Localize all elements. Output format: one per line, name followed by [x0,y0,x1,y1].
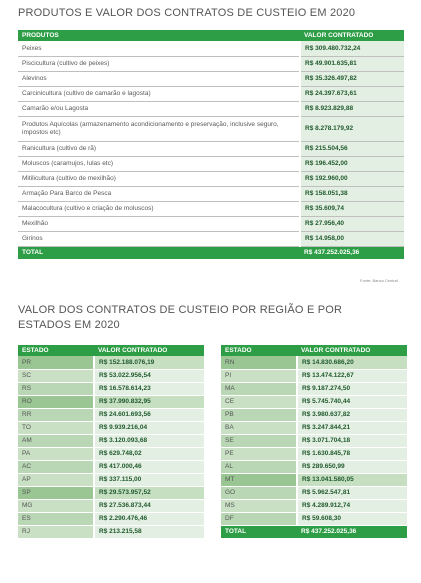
state-code: MG [18,499,94,512]
table-row [18,369,204,382]
header-value: VALOR CONTRATADO [300,30,404,41]
states-right-header [221,345,407,356]
state-value: R$ 27.536.873,44 [94,499,204,512]
table-row [18,71,404,86]
table-row [221,369,407,382]
state-value: R$ 14.830.686,20 [297,356,407,369]
state-value: R$ 152.188.076,19 [94,356,204,369]
state-code: SP [18,486,94,499]
state-value: R$ 213.215,58 [94,525,204,538]
table-row [18,156,404,171]
table-row [18,186,404,201]
state-code: SE [221,434,297,447]
table-row [18,201,404,216]
table-row [18,56,404,71]
state-value: R$ 629.748,02 [94,447,204,460]
table-row [221,512,407,525]
state-code: MT [221,473,297,486]
product-value: R$ 35.609,74 [300,201,404,216]
states-left-header [18,345,204,356]
header-state: ESTADO [221,345,297,356]
state-value: R$ 3.247.844,21 [297,421,407,434]
table-row [18,525,204,538]
state-code: PE [221,447,297,460]
state-value: R$ 29.573.957,52 [94,486,204,499]
state-value: R$ 1.630.845,78 [297,447,407,460]
table-row [18,473,204,486]
state-value: R$ 5.962.547,81 [297,486,407,499]
header-products: PRODUTOS [18,30,300,41]
state-code: RR [18,408,94,421]
product-value: R$ 196.452,00 [300,156,404,171]
state-value: R$ 37.990.832,95 [94,395,204,408]
state-value: R$ 24.601.693,56 [94,408,204,421]
table-row [221,460,407,473]
product-value: R$ 14.958,00 [300,231,404,246]
table-row [221,473,407,486]
total-label: TOTAL [18,246,300,259]
header-value: VALOR CONTRATADO [94,345,204,356]
product-value: R$ 27.956,40 [300,216,404,231]
state-value: R$ 337.115,00 [94,473,204,486]
product-name: Carcinicultura (cultivo de camarão e lagosta) [18,86,300,101]
product-name: Piscicultura (cultivo de peixes) [18,56,300,71]
table-row [18,141,404,156]
state-code: AP [18,473,94,486]
table-row [221,395,407,408]
state-value: R$ 4.289.912,74 [297,499,407,512]
product-value: R$ 192.960,00 [300,171,404,186]
table-row [18,486,204,499]
product-value: R$ 24.397.673,61 [300,86,404,101]
state-code: PI [221,369,297,382]
table-row [18,86,404,101]
state-value: R$ 13.041.580,05 [297,473,407,486]
product-value: R$ 8.923.829,88 [300,101,404,116]
state-value: R$ 53.022.956,54 [94,369,204,382]
table-row [18,101,404,116]
state-value: R$ 2.290.476,46 [94,512,204,525]
state-value: R$ 13.474.122,67 [297,369,407,382]
product-value: R$ 158.051,38 [300,186,404,201]
table-row [221,421,407,434]
state-code: ES [18,512,94,525]
state-value: R$ 9.939.216,04 [94,421,204,434]
table-row [221,408,407,421]
table-row [18,408,204,421]
product-name: Produtos Aquícolas (armazenamento acondicionamento e preservação, inclusive seguro, impostos etc) [18,116,300,141]
state-code: PB [221,408,297,421]
products-section-title: PRODUTOS E VALOR DOS CONTRATOS DE CUSTEIO EM 2020 [18,7,356,19]
table-row [221,486,407,499]
state-code: GO [221,486,297,499]
state-code: RN [221,356,297,369]
product-name: Mexilhão [18,216,300,231]
product-name: Ranicultura (cultivo de rã) [18,141,300,156]
total-value: R$ 437.252.025,36 [300,246,404,259]
table-row [18,231,404,246]
state-value: R$ 3.980.637,82 [297,408,407,421]
state-code: AL [221,460,297,473]
state-code: RO [18,395,94,408]
source-note: Fonte: Banco Central [360,278,398,283]
product-name: Peixes [18,41,300,56]
states-table-left [18,345,204,539]
table-row [18,382,204,395]
state-value: R$ 9.187.274,50 [297,382,407,395]
product-name: Moluscos (caramujos, lulas etc) [18,156,300,171]
table-row [18,116,404,141]
table-row [221,382,407,395]
table-row [18,216,404,231]
table-row [18,356,204,369]
product-value: R$ 215.504,56 [300,141,404,156]
product-value: R$ 35.326.497,82 [300,71,404,86]
states-section-title: VALOR DOS CONTRATOS DE CUSTEIO POR REGIÃO E POR ESTADOS EM 2020 [18,304,343,331]
state-code: PR [18,356,94,369]
state-value: R$ 3.071.704,18 [297,434,407,447]
product-value: R$ 309.480.732,24 [300,41,404,56]
states-table-right [221,345,407,539]
table-row [221,434,407,447]
total-row [221,525,407,538]
table-row [18,395,204,408]
state-value: R$ 5.745.740,44 [297,395,407,408]
state-code: MA [221,382,297,395]
table-row [18,447,204,460]
table-row [18,171,404,186]
state-code: CE [221,395,297,408]
state-code: MS [221,499,297,512]
total-row [18,246,404,259]
table-row [221,447,407,460]
total-label: TOTAL [221,525,297,538]
total-value: R$ 437.252.025,36 [297,525,407,538]
table-row [18,41,404,56]
state-code: PA [18,447,94,460]
state-code: AC [18,460,94,473]
table-row [18,460,204,473]
state-code: TO [18,421,94,434]
state-code: DF [221,512,297,525]
state-code: AM [18,434,94,447]
state-value: R$ 59.608,30 [297,512,407,525]
table-row [221,499,407,512]
table-row [221,356,407,369]
state-value: R$ 289.650,99 [297,460,407,473]
state-value: R$ 16.578.614,23 [94,382,204,395]
table-row [18,512,204,525]
product-name: Camarão e/ou Lagosta [18,101,300,116]
product-name: Girinos [18,231,300,246]
table-row [18,434,204,447]
header-value: VALOR CONTRATADO [297,345,407,356]
product-name: Malacocultura (cultivo e criação de moluscos) [18,201,300,216]
state-code: SC [18,369,94,382]
header-state: ESTADO [18,345,94,356]
products-table [18,30,404,259]
state-code: BA [221,421,297,434]
table-row [18,421,204,434]
state-value: R$ 3.120.093,68 [94,434,204,447]
product-value: R$ 8.278.179,92 [300,116,404,141]
product-name: Mitilicultura (cultivo de mexilhão) [18,171,300,186]
state-code: RS [18,382,94,395]
state-value: R$ 417.000,46 [94,460,204,473]
table-row [18,499,204,512]
product-value: R$ 49.901.635,81 [300,56,404,71]
product-name: Alevinos [18,71,300,86]
product-name: Armação Para Barco de Pesca [18,186,300,201]
state-code: RJ [18,525,94,538]
products-table-header [18,30,404,41]
